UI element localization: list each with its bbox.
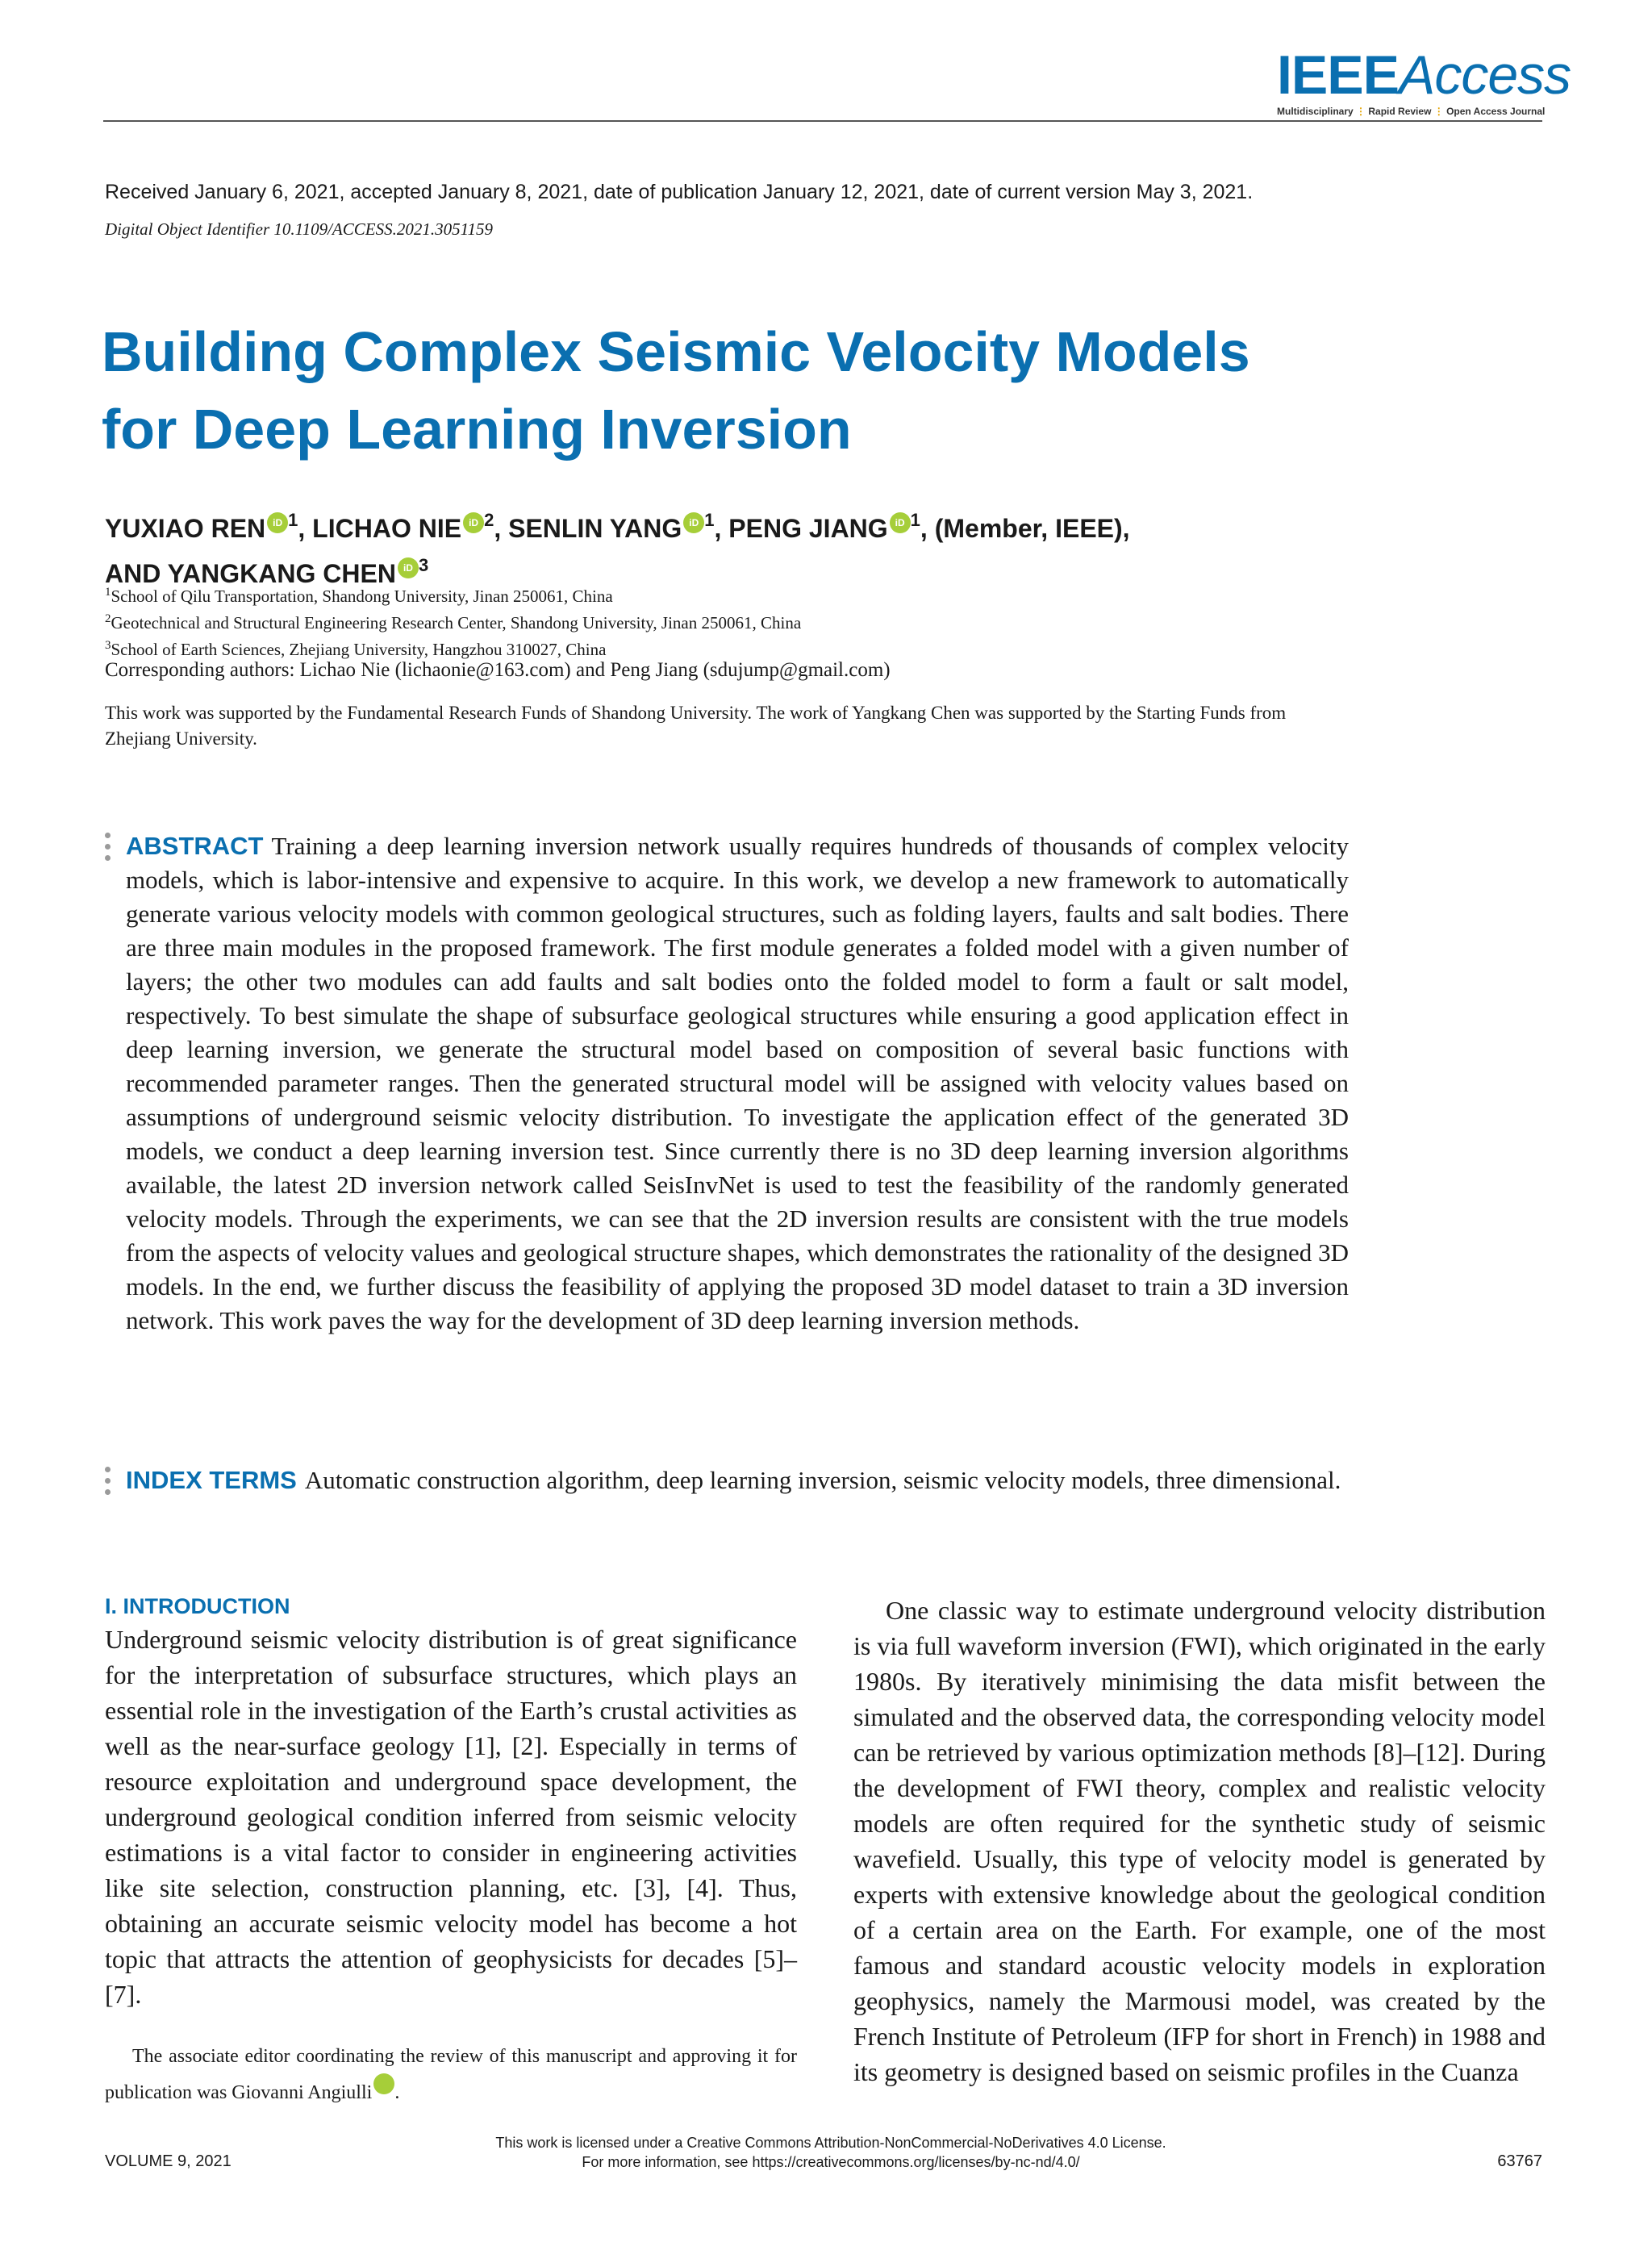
affiliation-number: 3: [105, 639, 111, 652]
logo-ieee: IEEE: [1277, 44, 1399, 106]
affiliation-number: 1: [105, 586, 111, 599]
abstract-text: Training a deep learning inversion network usually requires hundreds of thousands of complex velocity models, which is labor-intensive and expensive to acquire. In this work, we develop a new framework to automatically generate various velocity models with common geological structures, such as folding layers, faults and salt bodies. There are three main modules in the proposed framework. The first module generates a folded model with a given number of layers; the other two modules can add faults and salt bodies onto the folded model to form a fault or salt model, respectively. To best simulate the shape of subsurface geological structures while ensuring a good application effect in deep learning inversion, we generate the structural model based on composition of several basic functions with recommended parameter ranges. Then the generated structural model will be assigned with velocity values based on assumptions of underground seismic velocity distribution. To investigate the application effect of the generated 3D models, we conduct a deep learning inversion test. Since currently there is no 3D deep learning inversion algorithms available, the latest 2D inversion network called SeisInvNet is used to test the feasibility of the randomly generated velocity models. Through the experiments, we can see that the 2D inversion results are consistent with the true models from the aspects of velocity values and geological structure shapes, which demonstrates the rationality of the designed 3D models. In the end, we further discuss the feasibility of applying the proposed 3D model dataset to train a 3D inversion network. This work paves the way for the development of 3D deep learning inversion methods.: [126, 832, 1349, 1334]
title-line-1: Building Complex Seismic Velocity Models: [102, 320, 1250, 383]
index-terms-text: Automatic construction algorithm, deep learning inversion, seismic velocity models, three dimensional.: [304, 1466, 1341, 1494]
author-name: , SENLIN YANG: [494, 514, 682, 543]
orcid-icon[interactable]: iD: [463, 512, 484, 533]
intro-paragraph-2: One classic way to estimate underground velocity distribution is via full waveform inversion (FWI), which originated in the early 1980s. By iteratively minimising the data misfit between the simulated and the observed data, the corresponding velocity model can be retrieved by various optimization methods [8]–[12]. During the development of FWI theory, complex and realistic velocity models are often required for the synthetic study of seismic wavefield. Usually, this type of velocity model is generated by experts with extensive knowledge about the geological condition of a certain area on the Earth. For example, one of the most famous and standard acoustic velocity models in exploration geophysics, namely the Marmousi model, was created by the French Institute of Petroleum (IFP for short in French) in 1988 and its geometry is designed based on seismic profiles in the Cuanza: [853, 1596, 1546, 2086]
license-link[interactable]: For more information, see https://creativecommons.org/licenses/by-nc-nd/4.0/: [582, 2154, 1080, 2170]
affiliation-text: School of Earth Sciences, Zhejiang University, Hangzhou 310027, China: [111, 640, 607, 659]
orcid-icon[interactable]: iD: [267, 512, 288, 533]
section-heading-introduction: I. INTRODUCTION: [105, 1594, 290, 1618]
abstract-label: ABSTRACT: [126, 832, 264, 860]
funding-statement: This work was supported by the Fundamental Research Funds of Shandong University. The work of Yangkang Chen was supported by the Starting Funds from Zhejiang University.: [105, 703, 1287, 749]
author-affiliation-mark: 1: [288, 510, 298, 530]
affiliation-list: [105, 581, 1315, 661]
corresponding-authors: Corresponding authors: Lichao Nie (lichaonie@163.com) and Peng Jiang (sdujump@gmail.com): [105, 659, 891, 681]
author-affiliation-mark: 1: [910, 510, 920, 530]
license-notice: [347, 2133, 1315, 2172]
intro-paragraph-1: Underground seismic velocity distribution is of great significance for the interpretation of subsurface structures, which plays an essential role in the investigation of the Earth’s crustal activities as well as the near-surface geology [1], [2]. Especially in terms of resource exploitation and underground space development, the underground geological condition inferred from seismic velocity estimations is a vital factor to consider in engineering activities like site selection, construction planning, etc. [3], [4]. Thus, obtaining an accurate seismic velocity model has become a hot topic that attracts the attention of geophysicists for decades [5]–[7].: [105, 1625, 797, 2009]
affiliation-number: 2: [105, 612, 111, 625]
journal-logo: [1277, 44, 1571, 119]
logo-separator: ⋮: [1356, 106, 1366, 117]
author-name: , LICHAO NIE: [298, 514, 462, 543]
footnote-end: .: [394, 2082, 400, 2103]
doi-line: Digital Object Identifier 10.1109/ACCESS.2021.3051159: [105, 219, 494, 239]
orcid-icon[interactable]: iD: [373, 2073, 394, 2094]
author-affiliation-mark: 2: [484, 510, 494, 530]
license-line-1: This work is licensed under a Creative Commons Attribution-NonCommercial-NoDerivatives 4.0 License.: [495, 2135, 1166, 2151]
received-dates: Received January 6, 2021, accepted January 8, 2021, date of publication January 12, 2021, date of current version May 3, 2021.: [105, 181, 1254, 203]
affiliation-item: [105, 581, 1315, 607]
author-affiliation-mark: 1: [704, 510, 715, 530]
index-terms-marker-icon: [105, 1467, 111, 1501]
logo-separator: ⋮: [1433, 106, 1444, 117]
logo-tag-open-access: Open Access Journal: [1446, 106, 1546, 117]
logo-wordmark: [1277, 44, 1571, 106]
column-right: [853, 1593, 1546, 2089]
abstract: [126, 829, 1349, 1338]
author-membership: , (Member, IEEE),: [920, 514, 1130, 543]
page-number: 63767: [1497, 2152, 1542, 2170]
index-terms: [126, 1463, 1349, 1497]
author-name: AND YANGKANG CHEN: [105, 559, 396, 588]
affiliation-item: [105, 607, 1315, 634]
paper-title: [102, 313, 1473, 468]
column-left: [105, 1593, 797, 2012]
author-name: YUXIAO REN: [105, 514, 266, 543]
orcid-icon[interactable]: iD: [890, 512, 911, 533]
author-name: , PENG JIANG: [714, 514, 888, 543]
volume-label: VOLUME 9, 2021: [105, 2152, 232, 2170]
orcid-icon[interactable]: iD: [398, 557, 419, 578]
header-rule: [103, 120, 1542, 122]
footnote-text: The associate editor coordinating the review of this manuscript and approving it for publication was Giovanni Angiulli: [105, 2046, 797, 2103]
editor-footnote: [105, 2039, 797, 2110]
logo-access: Access: [1398, 44, 1571, 106]
orcid-icon[interactable]: iD: [683, 512, 704, 533]
logo-tag-rapid-review: Rapid Review: [1368, 106, 1432, 117]
author-list: [105, 502, 1476, 592]
affiliation-text: Geotechnical and Structural Engineering Research Center, Shandong University, Jinan 250061, China: [111, 613, 802, 632]
affiliation-text: School of Qilu Transportation, Shandong University, Jinan 250061, China: [111, 587, 613, 606]
author-affiliation-mark: 3: [418, 555, 429, 575]
abstract-marker-icon: [105, 833, 111, 866]
title-line-2: for Deep Learning Inversion: [102, 398, 852, 461]
logo-tagline: [1277, 105, 1545, 118]
index-terms-label: INDEX TERMS: [126, 1466, 297, 1494]
logo-tag-multidisciplinary: Multidisciplinary: [1277, 106, 1354, 117]
